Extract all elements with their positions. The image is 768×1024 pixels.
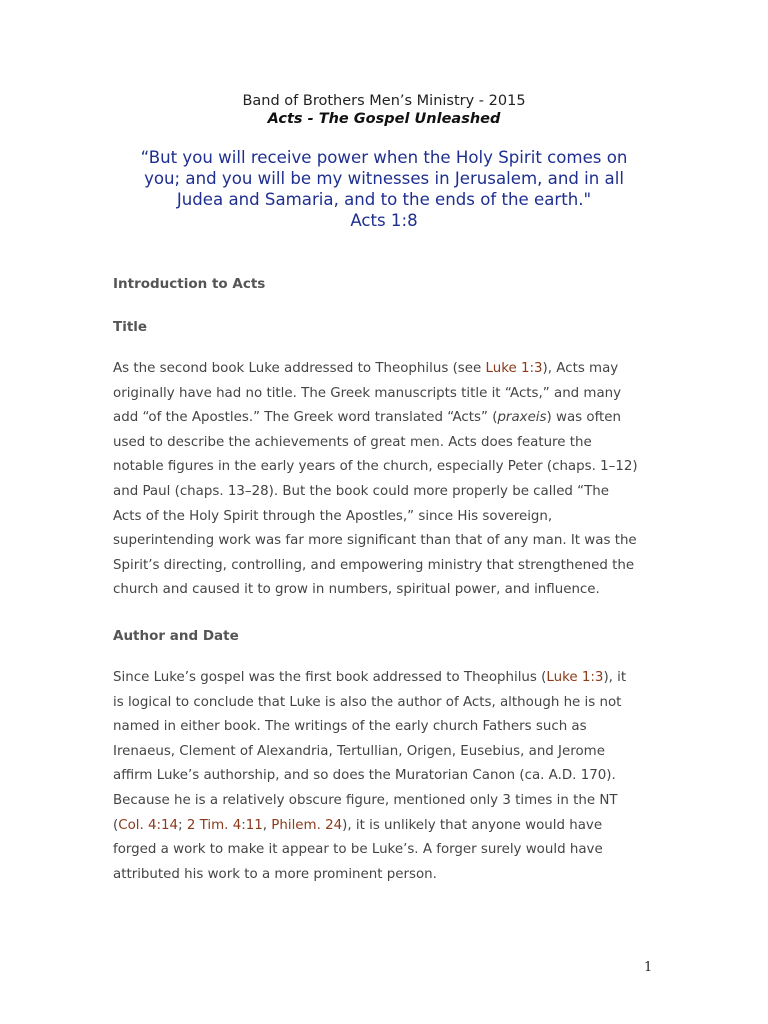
paragraph-line xyxy=(113,406,658,431)
paragraph-line xyxy=(113,357,658,382)
series-title-main: Acts xyxy=(267,111,303,127)
scripture-link[interactable]: Philem. 24 xyxy=(271,817,343,833)
paragraph-line xyxy=(113,814,658,839)
paragraph-line: superintending work was far more significant than that of any man. It was the xyxy=(113,533,637,549)
paragraph-line: Spirit’s directing, controlling, and empowering ministry that strengthened the xyxy=(113,557,635,573)
paragraph-line: attributed his work to a more prominent person. xyxy=(113,866,437,882)
paragraph-line: named in either book. The writings of the early church Fathers such as xyxy=(113,719,587,735)
text-run: , xyxy=(262,817,272,833)
author-paragraph xyxy=(113,666,658,887)
paragraph-line: Because he is a relatively obscure figure, mentioned only 3 times in the NT xyxy=(113,792,618,808)
paragraph-line: is logical to conclude that Luke is also the author of Acts, although he is not xyxy=(113,694,622,710)
section-heading-title: Title xyxy=(113,319,148,335)
italic-term: praxeis xyxy=(497,410,547,426)
verse-line: “But you will receive power when the Holy Spirit comes on xyxy=(140,148,628,167)
scripture-link[interactable]: Luke 1:3 xyxy=(546,670,604,685)
ministry-title: Band of Brothers Men’s Ministry - 2015 xyxy=(242,93,526,109)
text-run: ) was often xyxy=(546,410,622,426)
text-run: ), it is unlikely that anyone would have xyxy=(342,817,603,833)
paragraph-line: Irenaeus, Clement of Alexandria, Tertullian, Origen, Eusebius, and Jerome xyxy=(113,743,605,759)
paragraph-line: used to describe the achievements of great men. Acts does feature the xyxy=(113,434,592,450)
paragraph-line: Acts of the Holy Spirit through the Apostles,” since His sovereign, xyxy=(113,508,553,524)
paragraph-line: forged a work to make it appear to be Luke’s. A forger surely would have xyxy=(113,842,603,858)
scripture-link[interactable]: 2 Tim. 4:11 xyxy=(186,817,263,833)
scripture-link[interactable]: Luke 1:3 xyxy=(485,361,543,376)
section-heading-author-date: Author and Date xyxy=(113,628,239,644)
series-title-separator: - xyxy=(302,111,319,127)
series-title xyxy=(0,111,768,127)
paragraph-line: notable figures in the early years of the church, especially Peter (chaps. 1–12) xyxy=(113,459,638,475)
verse-line: Judea and Samaria, and to the ends of the earth." xyxy=(176,190,592,209)
verse-line: you; and you will be my witnesses in Jerusalem, and in all xyxy=(144,169,624,188)
page-number: 1 xyxy=(644,960,653,975)
text-run: ), Acts may xyxy=(542,361,619,376)
text-run: ( xyxy=(113,817,119,833)
series-subtitle: The Gospel Unleashed xyxy=(318,111,501,127)
key-verse xyxy=(100,147,668,231)
title-paragraph xyxy=(113,357,658,603)
verse-reference: Acts 1:8 xyxy=(350,211,418,230)
paragraph-line: church and caused it to grow in numbers, spiritual power, and influence. xyxy=(113,582,600,598)
paragraph-line: affirm Luke’s authorship, and so does the Muratorian Canon (ca. A.D. 170). xyxy=(113,768,616,784)
text-run: Since Luke’s gospel was the first book addressed to Theophilus ( xyxy=(113,670,547,685)
text-run: add “of the Apostles.” The Greek word translated “Acts” ( xyxy=(113,410,498,426)
paragraph-line: originally have had no title. The Greek manuscripts title it “Acts,” and many xyxy=(113,385,622,401)
paragraph-line xyxy=(113,666,658,691)
paragraph-line: and Paul (chaps. 13–28). But the book could more properly be called “The xyxy=(113,483,610,499)
scripture-link[interactable]: Col. 4:14 xyxy=(118,817,179,833)
text-run: As the second book Luke addressed to Theophilus (see xyxy=(113,361,486,376)
text-run: ), it xyxy=(603,670,627,685)
text-run: ; xyxy=(178,817,187,833)
section-heading-introduction: Introduction to Acts xyxy=(113,276,266,292)
